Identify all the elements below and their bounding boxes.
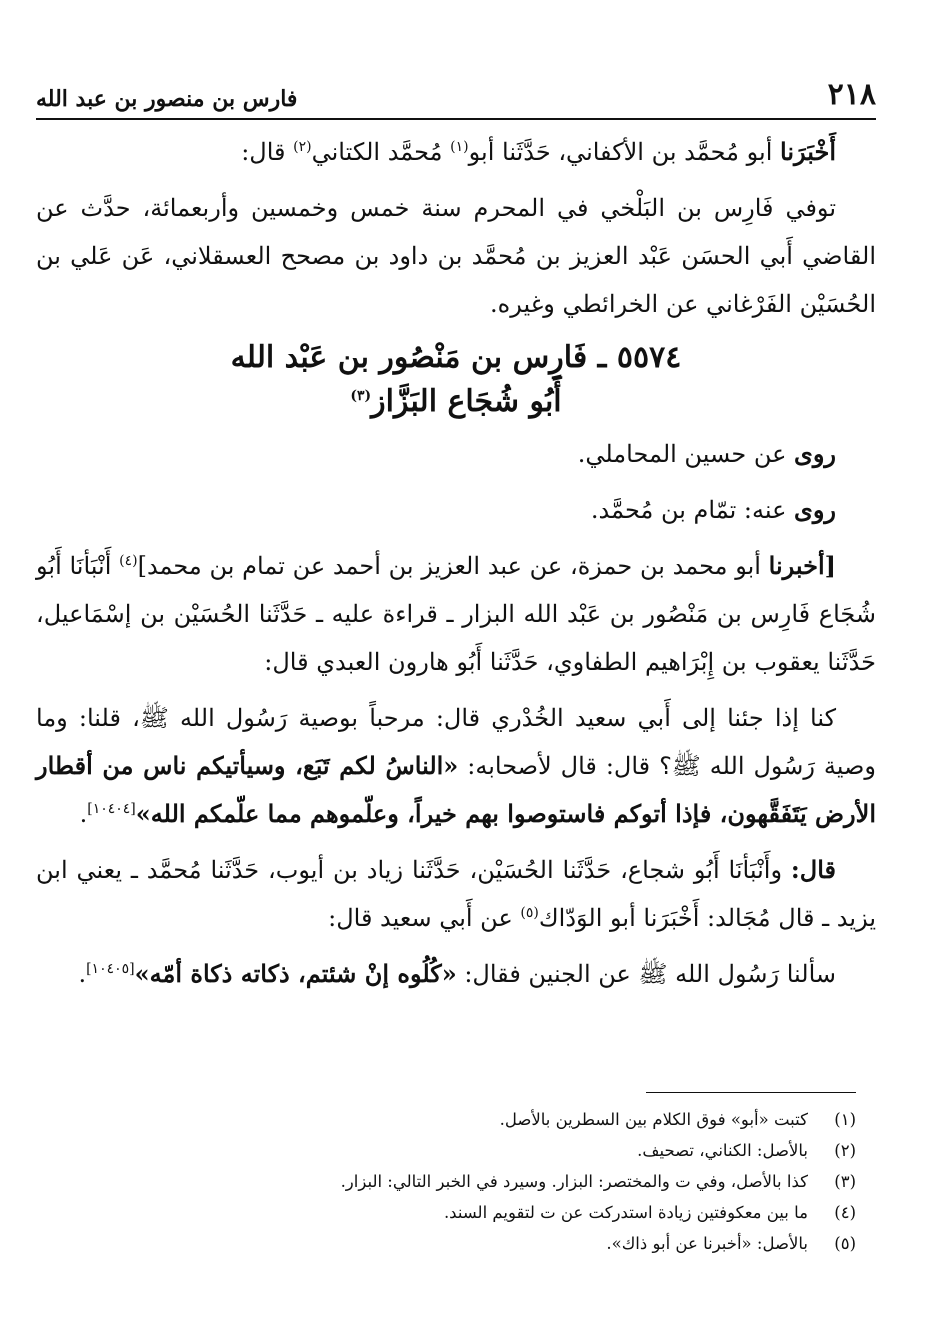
footnotes <box>36 1104 856 1259</box>
footnote-ref-4: (٤) <box>119 553 138 569</box>
footnote-number: (١) <box>834 1110 856 1129</box>
footnote-text: كذا بالأصل، وفي ت والمختصر: البزار. وسيرد في الخبر التالي: البزار. <box>340 1172 808 1191</box>
paragraph-akhbarana <box>36 128 876 176</box>
footnote-text: ما بين معكوفتين زيادة استدركت عن ت لتقويم السند. <box>443 1203 808 1222</box>
paragraph-text: قال: <box>241 138 294 166</box>
paragraph-isnad-2 <box>36 846 876 942</box>
running-title: فارس بن منصور بن عبد الله <box>36 86 298 112</box>
paragraph-end: . <box>78 960 87 988</box>
paragraph-text: عنه: تمّام بن مُحمَّد. <box>590 496 795 524</box>
footnote <box>36 1197 856 1228</box>
page-header <box>36 62 876 120</box>
footnote-number: (٥) <box>834 1234 856 1253</box>
hadith-number: [١٠٤٠٥] <box>86 961 135 977</box>
footnote-divider <box>646 1092 856 1093</box>
footnote-text: بالأصل: «أخبرنا عن أبو ذاك». <box>606 1234 808 1253</box>
hadith-quote: «الناسُ لكم تَبَع، وسيأتيكم ناس من أقطار الأرض يَتَفَقَّهون، فإذا أتوكم فاستوصوا بهم خيراً، وعلّموهم مما علّمكم الله» <box>36 751 876 828</box>
paragraph-text: عن أَبي سعيد قال: <box>328 904 521 932</box>
paragraph-lead: روى <box>794 439 836 468</box>
entry-heading-kunya: أَبُو شُجَاع البَزَّاز <box>371 384 562 419</box>
footnote-ref-1: (١) <box>450 139 469 155</box>
paragraph-biography: توفي فَارِس بن البَلْخي في المحرم سنة خمس وخمسين وأربعمائة، حدَّث عن القاضي أَبي الحسَن عَبْد العزيز بن مُحمَّد بن داود بن مصحح العسقلاني، عَن عَلي بن الحُسَيْن الفَرْغاني عن الخرائطي وغيره. <box>36 194 876 318</box>
paragraph-hadith-1 <box>36 694 876 838</box>
entry-heading-line1: ٥٥٧٤ ـ فَارِس بن مَنْصُور بن عَبْد الله <box>230 340 682 375</box>
paragraph-text: وأَنْبَأنَا أَبُو شجاع، حَدَّثَنا الحُسَيْن، حَدَّثَنا زياد بن أيوب، حَدَّثَنا مُحمَّد ـ يعني ابن يزيد ـ قال مُجَالد: أَخْبَرَنا أبو الوَدّاك <box>36 856 876 932</box>
paragraph-end: . <box>79 800 88 828</box>
paragraph-text: أبو مُحمَّد بن الأكفاني، حَدَّثَنا أبو <box>468 138 781 166</box>
footnote-number: (٤) <box>834 1203 856 1222</box>
footnote <box>36 1228 856 1259</box>
footnote-text: بالأصل: الكناني، تصحيف. <box>637 1141 808 1160</box>
paragraph-rawa-anhu <box>36 486 876 534</box>
paragraph-lead: [أخبرنا <box>768 551 837 580</box>
footnote-number: (٢) <box>834 1141 856 1160</box>
paragraph-lead: قال: <box>790 855 836 884</box>
page-number: ٢١٨ <box>827 77 876 112</box>
entry-heading <box>36 336 876 424</box>
footnote-ref-2: (٢) <box>293 139 312 155</box>
footnote <box>36 1135 856 1166</box>
paragraph-text: أَنْبَأنَا أَبُو شُجَاع فَارِس بن مَنْصُور بن عَبْد الله البزار ـ قراءة عليه ـ حَدَّثَنا الحُسَيْن بن إسْمَاعيل، حَدَّثَنا يعقوب بن إِبْرَاهيم الطفاوي، حَدَّثَنا أَبُو هارون العبدي قال: <box>36 552 876 676</box>
paragraph-isnad <box>36 542 876 686</box>
footnote-ref-3: (٣) <box>350 388 372 404</box>
footnote-ref-5: (٥) <box>520 905 539 921</box>
paragraph-rawa-an <box>36 430 876 478</box>
paragraph-text: عن حسين المحاملي. <box>577 440 795 468</box>
paragraph-text: سألنا رَسُول الله ﷺ عن الجنين فقال: <box>456 960 836 988</box>
paragraph-text: كنا إذا جئنا إلى أَبي سعيد الخُدْري قال: مرحباً بوصية رَسُول الله ﷺ، قلنا: وما وصية رَسُول الله ﷺ؟ قال: قال لأصحابه: <box>36 704 876 780</box>
paragraph-hadith-2 <box>36 950 876 998</box>
hadith-quote: «كُلُوه إنْ شئتم، ذكاته ذكاة أمّه» <box>134 959 457 988</box>
paragraph-text: مُحمَّد الكتاني <box>311 138 451 166</box>
entry-heading-line2 <box>36 380 876 424</box>
footnote <box>36 1104 856 1135</box>
paragraph-text: أبو محمد بن حمزة، عن عبد العزيز بن أحمد عن تمام بن محمد] <box>137 552 769 580</box>
hadith-number: [١٠٤٠٤] <box>87 801 136 817</box>
paragraph-lead: روى <box>794 495 836 524</box>
paragraph-lead: أَخْبَرَنا <box>780 137 836 166</box>
footnote <box>36 1166 856 1197</box>
footnote-text: كتبت «أبو» فوق الكلام بين السطرين بالأصل. <box>499 1110 808 1129</box>
footnote-number: (٣) <box>834 1172 856 1191</box>
main-text <box>36 128 876 1006</box>
